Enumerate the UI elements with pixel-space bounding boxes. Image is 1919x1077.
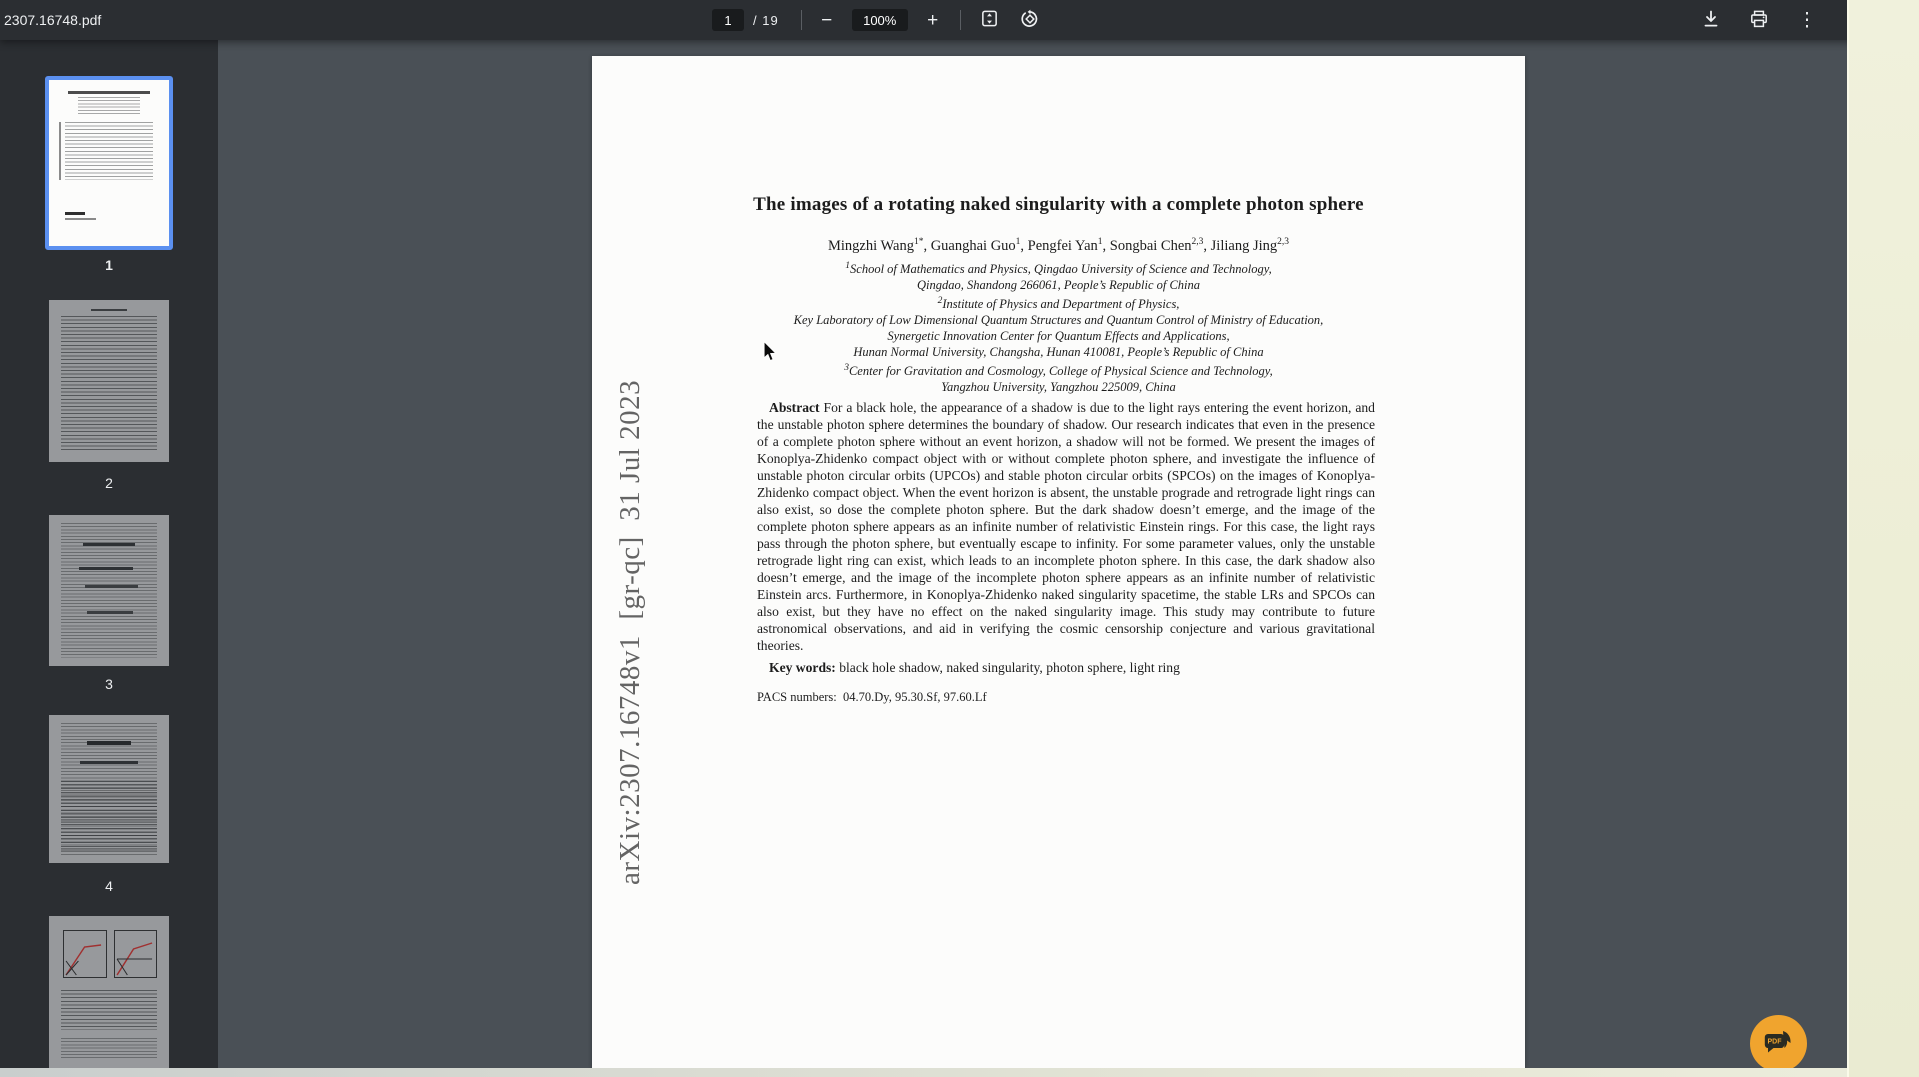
thumbnail-preview <box>65 218 96 220</box>
fit-page-icon <box>980 9 999 31</box>
pacs-text: 04.70.Dy, 95.30.Sf, 97.60.Lf <box>843 690 987 704</box>
thumbnail-sidebar[interactable] <box>0 40 218 1077</box>
thumbnail-preview <box>80 761 138 764</box>
thumbnail-preview <box>78 97 140 115</box>
page-count <box>753 13 779 28</box>
pdf-page-1 <box>592 56 1525 1068</box>
thumbnail-page-2[interactable] <box>49 300 169 462</box>
paper-title: The images of a rotating naked singularity with a complete photon sphere <box>753 194 1364 215</box>
affiliation-line: Key Laboratory of Low Dimensional Quantum Structures and Quantum Control of Ministry of Education, <box>793 313 1324 328</box>
arxiv-watermark: arXiv:2307.16748v1 [gr-qc] 31 Jul 2023 <box>614 379 646 885</box>
thumbnail-preview <box>61 990 157 1030</box>
toolbar-right-controls <box>1699 0 1819 40</box>
background-window-side-band <box>1847 0 1919 1077</box>
thumbnail-label-2: 2 <box>105 475 113 491</box>
rotate-counterclockwise-icon <box>1020 9 1040 32</box>
thumbnail-preview <box>68 91 150 94</box>
thumbnail-preview <box>79 567 133 570</box>
thumbnail-preview <box>83 543 136 546</box>
download-button[interactable] <box>1699 7 1723 33</box>
thumbnail-preview <box>65 212 85 215</box>
affiliation-line: $^2$Institute of Physics and Department of Physics, <box>937 296 1180 312</box>
thumbnail-preview <box>63 930 106 978</box>
plus-icon: + <box>927 9 939 31</box>
document-scroll-area[interactable] <box>218 40 1847 1077</box>
pdf-assistant-button[interactable] <box>1750 1015 1807 1072</box>
thumbnail-preview <box>61 316 157 450</box>
thumbnail-label-3: 3 <box>105 676 113 692</box>
toolbar-divider <box>801 10 802 30</box>
thumbnail-preview <box>61 781 157 851</box>
thumbnail-preview <box>87 741 130 745</box>
page-separator: / <box>753 12 758 28</box>
document-filename: 2307.16748.pdf <box>4 12 102 28</box>
affiliation-line: Synergetic Innovation Center for Quantum Effects and Applications, <box>887 329 1230 344</box>
toolbar-divider <box>960 10 961 30</box>
thumbnail-page-5[interactable] <box>49 916 169 1068</box>
zoom-out-button[interactable] <box>814 7 840 33</box>
affiliation-line: Yangzhou University, Yangzhou 225009, China <box>941 380 1176 395</box>
page-total: 19 <box>762 12 779 28</box>
thumbnail-page-1[interactable] <box>45 76 173 250</box>
keywords-text: black hole shadow, naked singularity, photon sphere, light ring <box>839 660 1180 675</box>
thumbnail-label-1: 1 <box>105 257 113 273</box>
pdf-toolbar <box>0 0 1919 40</box>
thumbnail-preview <box>65 122 154 180</box>
download-icon <box>1701 9 1721 32</box>
background-window-bottom-edge <box>0 1068 1919 1077</box>
thumbnail-page-4[interactable] <box>49 715 169 863</box>
affiliation-line: Hunan Normal University, Changsha, Hunan 410081, People’s Republic of China <box>853 345 1264 360</box>
paper-abstract-block <box>757 399 1375 705</box>
thumbnail-preview <box>59 122 61 180</box>
more-vertical-icon: ⋮ <box>1797 9 1817 31</box>
pdf-chat-bubble-icon <box>1759 1022 1799 1065</box>
keywords-label: Key words: <box>769 660 836 675</box>
paper-pacs <box>757 690 1375 705</box>
zoom-in-button[interactable] <box>920 7 946 33</box>
rotate-button[interactable] <box>1017 7 1043 33</box>
page-number-input[interactable] <box>712 9 744 31</box>
thumbnail-preview <box>87 611 133 614</box>
pacs-label: PACS numbers: <box>757 690 837 704</box>
fit-to-page-button[interactable] <box>977 7 1003 33</box>
abstract-label: Abstract <box>769 400 820 415</box>
zoom-level-display[interactable]: 100% <box>852 9 908 31</box>
print-button[interactable] <box>1747 7 1771 33</box>
toolbar-center-controls <box>712 0 1043 40</box>
paper-abstract <box>757 399 1375 654</box>
paper-authors: Mingzhi Wang$^{1*}$, Guanghai Guo$^1$, Pengfei Yan$^1$, Songbai Chen$^{2,3}$, Jiliang Jing$^{2,3}$ <box>827 237 1289 254</box>
print-icon <box>1749 9 1769 32</box>
thumbnail-page-3[interactable] <box>49 515 169 666</box>
abstract-text: For a black hole, the appearance of a shadow is due to the light rays entering the event horizon, and the unstable photon sphere determines the boundary of shadow. Our research indicates that even in the presence of a complete photon sphere without an event horizon, a shadow will not be formed. We present the images of Konoplya-Zhidenko compact object with or without complete photon sphere, and investigate the influence of unstable photon circular orbits (UPCOs) and stable photon circular orbits (SPCOs) on the images of Konoplya-Zhidenko compact object. When the event horizon is absent, the unstable prograde and retrograde light rings can also exist, so dose the complete photon sphere. But the dark shadow doesn’t emerge, and the image of the complete photon sphere appears as an infinite number of relativistic Einstein rings. For this case, the light rays pass through the photon sphere, but eventually escape to infinity. For some parameter values, only the unstable retrograde light ring can exist, which leads to an incomplete photon sphere. In this case, the dark shadow also doesn’t emerge, and the image of the incomplete photon sphere appears as an infinite number of relativistic Einstein arcs. Furthermore, in Konoplya-Zhidenko naked singularity spacetime, the stable LRs and SPCOs can also exist, but they have no effect on the naked singularity image. This study may contribute to future astronomical observations, and aid in verifying the cosmic censorship conjecture and various gravitational theories. <box>757 400 1375 653</box>
thumbnail-preview <box>61 1038 157 1060</box>
affiliation-line: Qingdao, Shandong 266061, People’s Republic of China <box>916 278 1201 293</box>
more-options-button[interactable] <box>1795 7 1819 33</box>
minus-icon: − <box>821 9 833 31</box>
svg-text:PDF: PDF <box>1767 1038 1781 1046</box>
affiliation-line: $^3$Center for Gravitation and Cosmology, College of Physical Science and Technology, <box>844 363 1273 379</box>
paper-affiliations <box>592 258 1525 395</box>
thumbnail-label-4: 4 <box>105 878 113 894</box>
paper-keywords <box>757 659 1375 676</box>
affiliation-line: $^1$School of Mathematics and Physics, Qingdao University of Science and Technology, <box>845 261 1272 277</box>
thumbnail-preview <box>114 930 157 978</box>
thumbnail-preview <box>85 585 138 588</box>
thumbnail-preview <box>91 309 127 311</box>
